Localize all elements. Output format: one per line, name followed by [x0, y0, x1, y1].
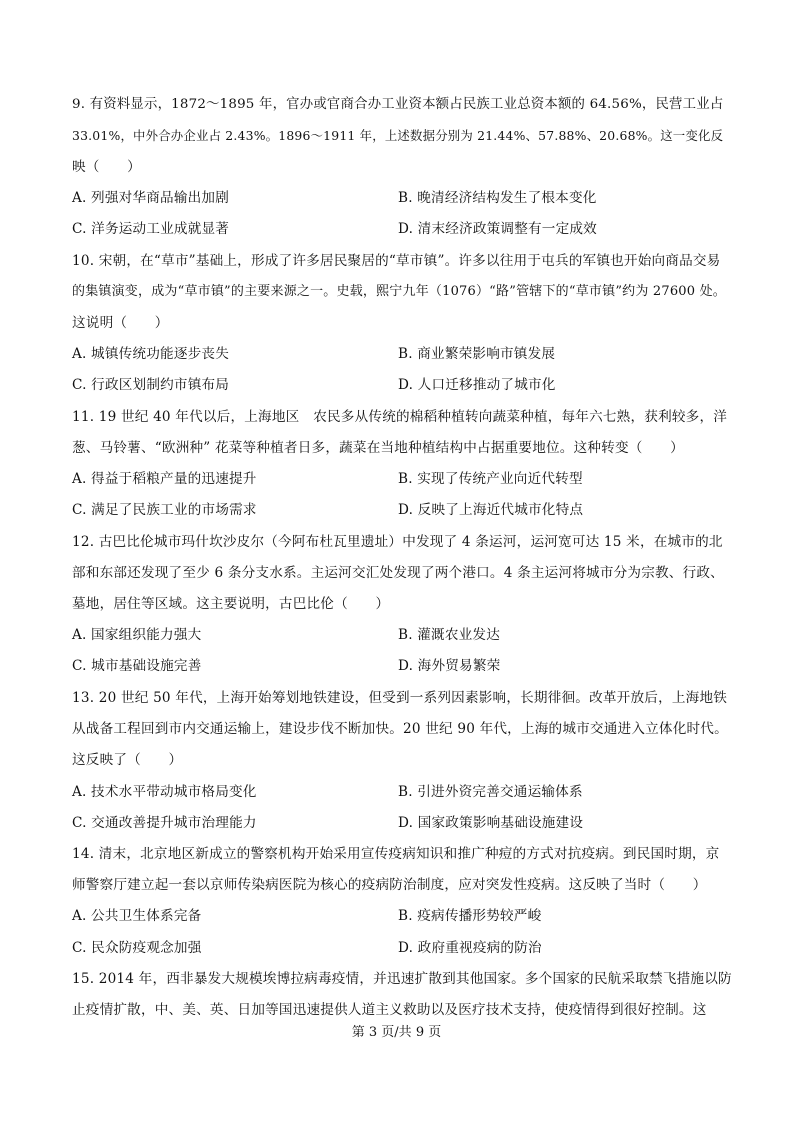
q10-option-d: D. 人口迁移推动了城市化 [398, 377, 556, 393]
q11-option-b: B. 实现了传统产业向近代转型 [398, 471, 583, 487]
q14-option-c: C. 民众防疫观念加强 [72, 940, 202, 956]
page-number: 第 3 页/共 9 页 [351, 1025, 442, 1040]
q10-option-c: C. 行政区划制约市镇布局 [72, 377, 230, 393]
q13-option-b: B. 引进外资完善交通运输体系 [398, 784, 583, 800]
q11-line-1: 11. 19 世纪 40 年代以后，上海地区 农民多从传统的棉稻种植转向蔬菜种植，每年六七熟，获利较多，洋 [72, 409, 728, 425]
q13-option-d: D. 国家政策影响基础设施建设 [398, 815, 584, 831]
q12-line-2: 部和东部还发现了至少 6 条分支水系。主运河交汇处发现了两个港口。4 条主运河将城市分为宗教、行政、 [72, 565, 724, 581]
q12-option-a: A. 国家组织能力强大 [72, 627, 202, 643]
q9-option-d: D. 清末经济政策调整有一定成效 [398, 221, 597, 237]
q11-option-c: C. 满足了民族工业的市场需求 [72, 502, 257, 518]
q14-line-2: 师警察厅建立起一套以京师传染病医院为核心的疫病防治制度，应对突发性疫病。这反映了当时（ ） [72, 877, 707, 893]
q13-option-a: A. 技术水平带动城市格局变化 [72, 784, 257, 800]
q13-line-3: 这反映了（ ） [72, 752, 183, 768]
q10-option-b: B. 商业繁荣影响市镇发展 [398, 346, 556, 362]
q14-option-b: B. 疫病传播形势较严峻 [398, 908, 542, 924]
q9-option-a: A. 列强对华商品输出加剧 [72, 190, 229, 206]
q9-option-c: C. 洋务运动工业成就显著 [72, 221, 230, 237]
q13-line-1: 13. 20 世纪 50 年代，上海开始筹划地铁建设，但受到一系列因素影响，长期徘徊。改革开放后，上海地铁 [72, 690, 728, 706]
q10-line-2: 的集镇演变，成为“草市镇”的主要来源之一。史载，熙宁九年（1076）“路”管辖下的“草市镇”约为 27600 处。 [72, 284, 726, 299]
q14-line-1: 14. 清末，北京地区新成立的警察机构开始采用宣传疫病知识和推广种痘的方式对抗疫病。到民国时期，京 [72, 846, 720, 862]
q9-line-3: 映（ ） [72, 159, 141, 175]
q10-line-1: 10. 宋朝，在“草市”基础上，形成了许多居民聚居的“草市镇”。许多以往用于屯兵的军镇也开始向商品交易 [72, 253, 721, 269]
q11-line-2: 葱、马铃薯、“欧洲种” 花菜等种植者日多，蔬菜在当地种植结构中占据重要地位。这种转变（ ） [72, 440, 684, 456]
q12-line-3: 墓地，居住等区域。这主要说明，古巴比伦（ ） [72, 596, 390, 612]
q13-option-c: C. 交通改善提升城市治理能力 [72, 815, 257, 831]
q13-line-2: 从战备工程回到市内交通运输上，建设步伐不断加快。20 世纪 90 年代，上海的城市交通进入立体化时代。 [72, 721, 728, 737]
q15-line-2: 止疫情扩散，中、美、英、日加等国迅速提供人道主义救助以及医疗技术支持，使疫情得到很好控制。这 [72, 1002, 707, 1018]
q12-option-c: C. 城市基础设施完善 [72, 658, 202, 674]
q14-option-d: D. 政府重视疫病的防治 [398, 940, 542, 956]
q9-line-2: 33.01%，中外合办企业占 2.43%。1896～1911 年，上述数据分别为 21.44%、57.88%、20.68%。这一变化反 [72, 128, 724, 143]
q9-option-b: B. 晚清经济结构发生了根本变化 [398, 190, 597, 206]
q11-option-d: D. 反映了上海近代城市化特点 [398, 502, 584, 518]
q14-option-a: A. 公共卫生体系完备 [72, 908, 202, 924]
q10-option-a: A. 城镇传统功能逐步丧失 [72, 346, 229, 362]
q12-line-1: 12. 古巴比伦城市玛什坎沙皮尔（今阿布杜瓦里遗址）中发现了 4 条运河，运河宽可达 15 米，在城市的北 [72, 534, 723, 550]
q10-line-3: 这说明（ ） [72, 315, 169, 331]
q12-option-b: B. 灌溉农业发达 [398, 627, 500, 643]
q15-line-1: 15. 2014 年，西非暴发大规模埃博拉病毒疫情，并迅速扩散到其他国家。多个国家的民航采取禁飞措施以防 [72, 971, 732, 987]
q9-line-1: 9. 有资料显示，1872～1895 年，官办或官商合办工业资本额占民族工业总资本额的 64.56%，民营工业占 [72, 97, 724, 112]
q12-option-d: D. 海外贸易繁荣 [398, 658, 501, 674]
q11-option-a: A. 得益于稻粮产量的迅速提升 [72, 471, 257, 487]
